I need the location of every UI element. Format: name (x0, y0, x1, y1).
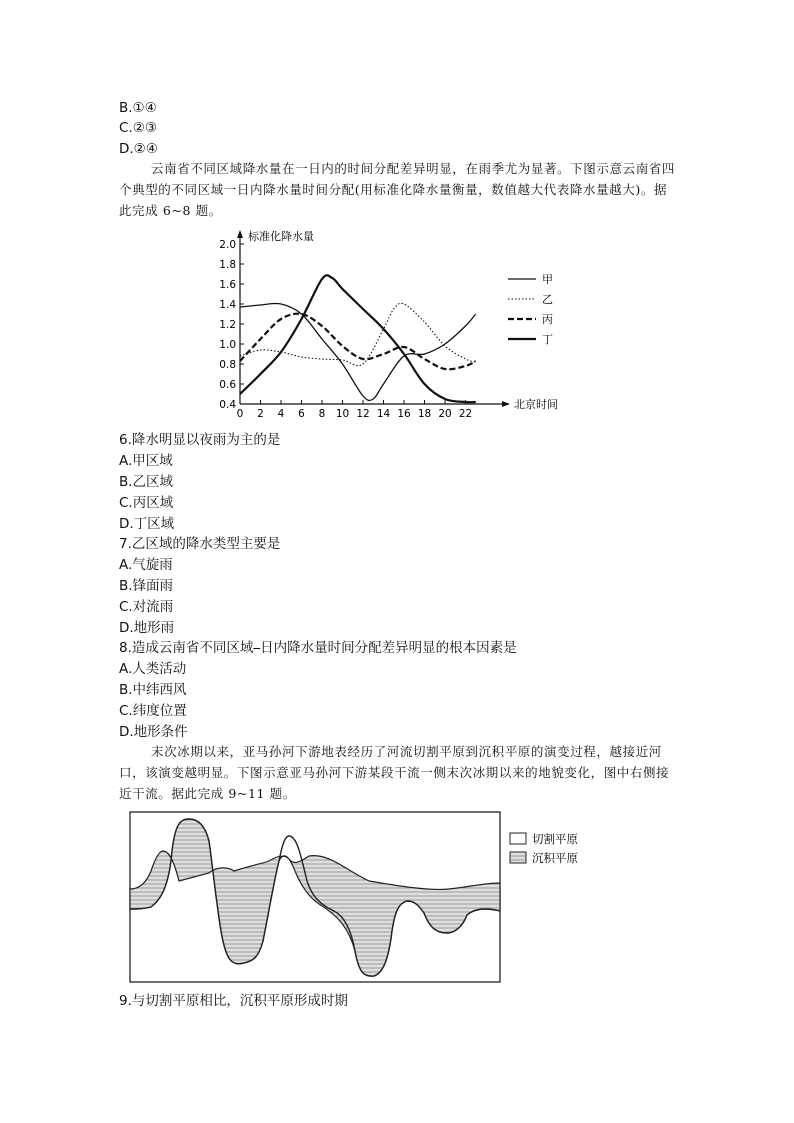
q6-option-b: B.乙区域 (119, 474, 174, 490)
chart-legend (508, 273, 553, 346)
x-tick-label: 20 (438, 408, 452, 420)
x-tick-label: 2 (257, 408, 264, 420)
q6-option-d: D.丁区域 (119, 516, 175, 532)
option-b-prev: B.①④ (119, 100, 157, 116)
question-6: 6.降水明显以夜雨为主的是 (119, 432, 281, 448)
legend-cut-label: 切割平原 (532, 832, 578, 846)
x-tick-label: 22 (458, 408, 473, 420)
intro-paragraph-2: 末次冰期以来，亚马孙河下游地表经历了河流切割平原到沉积平原的演变过程，越接近河口，该演变越明显。下图示意亚马孙河下游某段干流一侧末次冰期以来的地貌变化，图中右侧接近干流。据此完成 9~11 题。 (119, 744, 670, 801)
legend-cut-swatch (510, 833, 526, 844)
x-tick-label: 18 (417, 408, 432, 420)
q6-option-a: A.甲区域 (119, 453, 173, 469)
q7-option-a: A.气旋雨 (119, 557, 173, 573)
legend-deposit-swatch (510, 852, 526, 863)
series-line-1 (240, 303, 476, 400)
q8-option-a: A.人类活动 (119, 661, 187, 677)
q8-option-d: D.地形条件 (119, 724, 188, 740)
chart-series (240, 275, 476, 402)
y-axis-label: 标准化降水量 (248, 230, 314, 243)
legend-label-4: 丁 (542, 333, 553, 346)
legend-label-2: 乙 (542, 293, 553, 306)
x-tick-label: 10 (335, 408, 350, 420)
legend-label-1: 甲 (542, 273, 553, 286)
series-line-2 (240, 303, 476, 365)
q7-option-c: C.对流雨 (119, 599, 174, 615)
y-tick-label: 1.4 (219, 299, 236, 311)
q7-option-d: D.地形雨 (119, 620, 175, 636)
option-d-prev: D.②④ (119, 141, 158, 157)
x-tick-label: 8 (318, 408, 326, 420)
x-tick-label: 0 (236, 408, 244, 420)
legend-label-3: 丙 (542, 313, 553, 326)
question-9: 9.与切割平原相比，沉积平原形成时期 (119, 993, 348, 1009)
landform-diagram (129, 811, 589, 986)
y-tick-label: 1.2 (219, 319, 236, 331)
y-axis-arrow (237, 230, 243, 238)
x-axis-label: 北京时间 (514, 398, 558, 411)
y-tick-label: 2.0 (219, 239, 236, 251)
x-tick-label: 12 (356, 408, 370, 420)
question-8: 8.造成云南省不同区域⎯日内降水量时间分配差异明显的根本因素是 (119, 640, 517, 656)
legend-deposit-label: 沉积平原 (532, 851, 578, 865)
x-tick-label: 4 (277, 408, 285, 420)
x-axis-arrow (502, 401, 510, 407)
x-tick-label: 6 (298, 408, 305, 420)
y-tick-label: 0.8 (219, 359, 236, 371)
option-c-prev: C.②③ (119, 120, 157, 136)
series-line-3 (240, 314, 476, 370)
q6-option-c: C.丙区域 (119, 495, 174, 511)
question-7: 7.乙区域的降水类型主要是 (119, 536, 281, 552)
y-tick-label: 1.6 (219, 279, 236, 291)
q7-option-b: B.锋面雨 (119, 578, 174, 594)
q8-option-c: C.纬度位置 (119, 703, 187, 719)
y-tick-label: 0.6 (219, 379, 236, 391)
precipitation-chart (210, 222, 590, 427)
series-line-4 (240, 275, 476, 402)
y-tick-label: 1.8 (219, 259, 236, 271)
y-tick-label: 0.4 (219, 399, 236, 411)
x-tick-label: 16 (397, 408, 411, 420)
x-tick-label: 14 (376, 408, 391, 420)
intro-paragraph-1: 云南省不同区域降水量在一日内的时间分配差异明显，在雨季尤为显著。下图示意云南省四个典型的不同区域一日内降水量时间分配(用标准化降水量衡量，数值越大代表降水量越大)。据此完成 6~8 题。 (119, 161, 676, 218)
q8-option-b: B.中纬西风 (119, 682, 187, 698)
y-tick-label: 1.0 (219, 339, 236, 351)
